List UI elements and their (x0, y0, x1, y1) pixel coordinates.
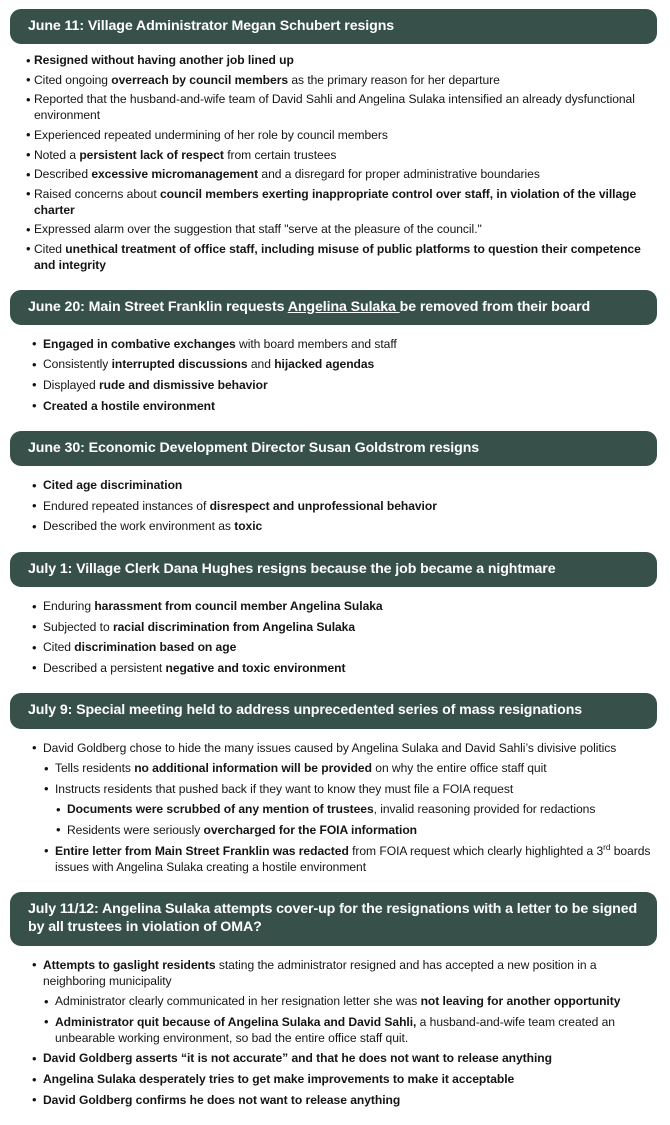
section-july-11-12 (0, 892, 670, 1125)
section-june-30 (0, 431, 670, 552)
bullet-text: Consistently (43, 357, 112, 372)
bullet-text: Described (34, 167, 92, 182)
bullet-text: Cited ongoing (34, 72, 112, 87)
bullet-marker-icon: • (32, 336, 37, 352)
bullet-text: Enduring (43, 599, 95, 614)
section-header-june-20 (10, 290, 657, 325)
bullet-item (32, 477, 656, 493)
bullet-item (44, 781, 656, 797)
bullet-marker-icon: • (32, 356, 37, 372)
bullet-text: boards issues with Angelina Sulaka creating a hostile environment (55, 843, 651, 874)
bullet-item (32, 398, 656, 414)
bullet-marker-icon: • (44, 760, 49, 776)
bullet-text: Reported that the husband-and-wife team of David Sahli and Angelina Sulaka intensified an already dysfunctional environment (34, 92, 635, 123)
section-title-underlined-name: Angelina Sulaka (287, 298, 400, 315)
bullet-text-emphasis: Resigned without having another job lined up (34, 53, 294, 68)
bullet-item (32, 598, 656, 614)
bullet-marker-icon: • (32, 1071, 37, 1087)
bullet-text-emphasis: David Goldberg confirms he does not want to release anything (43, 1092, 401, 1107)
bullet-marker-icon: • (32, 518, 37, 534)
bullet-list-june-20 (0, 336, 670, 414)
bullet-text-emphasis: harassment from council member Angelina Sulaka (94, 599, 383, 614)
bullet-text-emphasis: Created a hostile environment (43, 398, 215, 413)
bullet-item (32, 377, 656, 393)
bullet-text-emphasis: racial discrimination from Angelina Sulaka (112, 619, 356, 634)
bullet-text: Instructs residents that pushed back if they want to know they must file a FOIA request (55, 781, 514, 796)
bullet-marker-icon: • (32, 1092, 37, 1108)
section-header-july-9 (10, 693, 657, 728)
bullet-marker-icon: • (32, 398, 37, 414)
bullet-marker-icon: • (32, 1050, 37, 1066)
bullet-text-emphasis: unethical treatment of office staff, including misuse of public platforms to question their competence and integrity (34, 241, 641, 273)
section-title-text: Special meeting held to address unprecedented series of mass resignations (72, 702, 583, 719)
bullet-text-emphasis: hijacked agendas (274, 357, 375, 372)
bullet-text-emphasis: Administrator quit because of Angelina Sulaka and David Sahli, (55, 1014, 417, 1029)
bullet-item (32, 518, 656, 534)
section-header-july-1 (10, 552, 657, 587)
bullet-text: Described the work environment as (43, 519, 235, 534)
bullet-item (26, 72, 656, 88)
bullet-text: Residents were seriously (67, 822, 204, 837)
bullet-marker-icon: • (26, 127, 31, 143)
bullet-item (32, 356, 656, 372)
section-june-11 (0, 9, 670, 290)
bullet-text: Subjected to (43, 619, 113, 634)
bullet-list-june-30 (0, 477, 670, 534)
section-spacer (0, 879, 670, 892)
section-title-text: Economic Development Director Susan Goldstrom resigns (84, 440, 480, 457)
bullet-text-emphasis: persistent lack of respect (79, 147, 224, 162)
header-body-spacer (0, 587, 670, 598)
bullet-item (32, 740, 656, 756)
section-date-label: June 30: (28, 440, 85, 457)
bullet-text-emphasis: Cited age discrimination (43, 478, 183, 493)
bullet-text-emphasis: overcharged for the FOIA information (203, 822, 417, 837)
bullet-text: David Goldberg chose to hide the many issues caused by Angelina Sulaka and David Sahli’s divisive politics (43, 740, 617, 755)
section-date-label: July 1: (28, 561, 73, 577)
header-body-spacer (0, 466, 670, 477)
bullet-text: a husband-and-wife team created an unbearable working environment, so bad the entire office staff quit. (55, 1014, 615, 1045)
bullet-text-emphasis: Attempts to gaslight residents (43, 957, 216, 972)
section-spacer (0, 1112, 670, 1125)
bullet-item (32, 1092, 656, 1108)
bullet-list-july-1 (0, 598, 670, 676)
bullet-marker-icon: • (44, 993, 49, 1009)
bullet-text-emphasis: rude and dismissive behavior (98, 377, 268, 392)
section-date-label: July 9: (28, 702, 73, 719)
bullet-marker-icon: • (56, 822, 61, 838)
section-title-text: Main Street Franklin requests (84, 298, 288, 315)
bullet-text: and (247, 357, 275, 372)
bullet-item (32, 957, 656, 989)
section-title-tail: be removed from their board (399, 298, 591, 315)
bullet-text: Endured repeated instances of (43, 498, 210, 513)
header-body-spacer (0, 44, 670, 52)
bullet-text-emphasis: overreach by council members (111, 72, 289, 87)
bullet-marker-icon: • (32, 639, 37, 655)
bullet-text: Tells residents (55, 761, 135, 776)
bullet-text: stating the administrator resigned and has accepted a new position in a neighboring municipality (43, 957, 597, 988)
section-spacer (0, 539, 670, 552)
bullet-marker-icon: • (26, 166, 31, 182)
bullet-marker-icon: • (26, 72, 31, 88)
bullet-item (44, 843, 656, 875)
bullet-marker-icon: • (32, 598, 37, 614)
bullet-marker-icon: • (26, 221, 31, 237)
bullet-text-emphasis: Documents were scrubbed of any mention of trustees (67, 802, 374, 817)
bullet-marker-icon: • (26, 91, 31, 107)
bullet-text: on why the entire office staff quit (371, 761, 547, 776)
bullet-item (26, 127, 656, 143)
bullet-marker-icon: • (32, 377, 37, 393)
section-date-label: June 11: (28, 18, 84, 34)
bullet-text: and a disregard for proper administrative boundaries (258, 167, 540, 182)
bullet-marker-icon: • (56, 801, 61, 817)
bullet-item (26, 221, 656, 237)
bullet-text-emphasis: David Goldberg asserts “it is not accurate” and that he does not want to release anything (43, 1051, 552, 1066)
bullet-marker-icon: • (32, 619, 37, 635)
bullet-item (56, 801, 656, 817)
bullet-text-emphasis: discrimination based on age (74, 640, 237, 655)
bullet-list-june-11 (0, 52, 670, 273)
bullet-marker-icon: • (26, 52, 31, 68)
bullet-item (32, 639, 656, 655)
section-spacer (0, 680, 670, 693)
bullet-text: Experienced repeated undermining of her role by council members (34, 127, 388, 142)
section-june-20 (0, 290, 670, 431)
top-spacer (0, 0, 670, 9)
bullet-text: , invalid reasoning provided for redactions (373, 802, 596, 817)
bullet-list-july-11-12 (0, 957, 670, 1108)
bullet-text: Cited (34, 241, 66, 256)
bullet-item (32, 498, 656, 514)
bullet-marker-icon: • (32, 498, 37, 514)
bullet-text-emphasis: toxic (234, 519, 263, 534)
section-header-june-30 (10, 431, 657, 466)
bullet-item (26, 186, 656, 218)
bullet-item (26, 147, 656, 163)
bullet-text: rd (603, 842, 611, 852)
bullet-item (32, 1071, 656, 1087)
bullet-item (56, 822, 656, 838)
bullet-text: with board members and staff (235, 336, 397, 351)
bullet-text-emphasis: disrespect and unprofessional behavior (209, 498, 437, 513)
bullet-text-emphasis: Engaged in combative exchanges (43, 336, 236, 351)
bullet-text: Raised concerns about (34, 186, 160, 201)
bullet-item (44, 1014, 656, 1046)
bullet-text-emphasis: council members exerting inappropriate control over staff, in violation of the village charter (34, 186, 637, 217)
section-title-text: Village Administrator Megan Schubert resigns (83, 18, 395, 34)
section-header-june-11 (10, 9, 657, 44)
bullet-marker-icon: • (44, 781, 49, 797)
bullet-marker-icon: • (44, 843, 49, 859)
bullet-text-emphasis: Angelina Sulaka desperately tries to get make improvements to make it acceptable (43, 1072, 515, 1087)
bullet-text-emphasis: no additional information will be provided (134, 761, 372, 776)
bullet-item (44, 993, 656, 1009)
bullet-item (26, 91, 656, 123)
bullet-marker-icon: • (26, 147, 31, 163)
section-spacer (0, 277, 670, 290)
bullet-text: as the primary reason for her departure (288, 72, 500, 87)
bullet-text-emphasis: negative and toxic environment (165, 660, 346, 675)
bullet-text: Noted a (34, 147, 80, 162)
section-date-label: July 11/12: (28, 901, 99, 918)
section-july-1 (0, 552, 670, 693)
bullet-text-emphasis: not leaving for another opportunity (420, 994, 621, 1009)
section-july-9 (0, 693, 670, 892)
bullet-text: from certain trustees (223, 147, 337, 162)
bullet-text-emphasis: excessive micromanagement (91, 167, 259, 182)
bullet-item (32, 660, 656, 676)
header-body-spacer (0, 729, 670, 740)
bullet-text: Administrator clearly communicated in her resignation letter she was (55, 994, 421, 1009)
bullet-text-emphasis: Entire letter from Main Street Franklin was redacted (55, 843, 349, 858)
bullet-marker-icon: • (32, 477, 37, 493)
bullet-text: Expressed alarm over the suggestion that staff "serve at the pleasure of the council." (34, 222, 482, 237)
section-title-text: Angelina Sulaka attempts cover-up for the resignations with a letter to be signed by all trustees in violation of OMA? (28, 901, 638, 936)
bullet-text: Displayed (43, 377, 99, 392)
header-body-spacer (0, 325, 670, 336)
section-title-text: Village Clerk Dana Hughes resigns because the job became a nightmare (72, 561, 556, 577)
bullet-marker-icon: • (26, 241, 31, 257)
section-header-july-11-12 (10, 892, 657, 945)
bullet-text: from FOIA request which clearly highlighted a 3 (348, 843, 604, 858)
sections-container (0, 9, 670, 1125)
section-spacer (0, 418, 670, 431)
bullet-item (32, 1050, 656, 1066)
bullet-marker-icon: • (32, 957, 37, 973)
bullet-text: Described a persistent (43, 660, 166, 675)
bullet-text: Cited (43, 640, 75, 655)
bullet-item (32, 336, 656, 352)
section-date-label: June 20: (28, 298, 85, 315)
bullet-marker-icon: • (32, 740, 37, 756)
bullet-item (32, 619, 656, 635)
bullet-item (44, 760, 656, 776)
bullet-marker-icon: • (26, 186, 31, 202)
bullet-item (26, 166, 656, 182)
bullet-item (26, 241, 656, 273)
header-body-spacer (0, 946, 670, 957)
bullet-text-emphasis: interrupted discussions (111, 357, 248, 372)
bullet-marker-icon: • (44, 1014, 49, 1030)
bullet-marker-icon: • (32, 660, 37, 676)
bullet-list-july-9 (0, 740, 670, 875)
bullet-item (26, 52, 656, 68)
